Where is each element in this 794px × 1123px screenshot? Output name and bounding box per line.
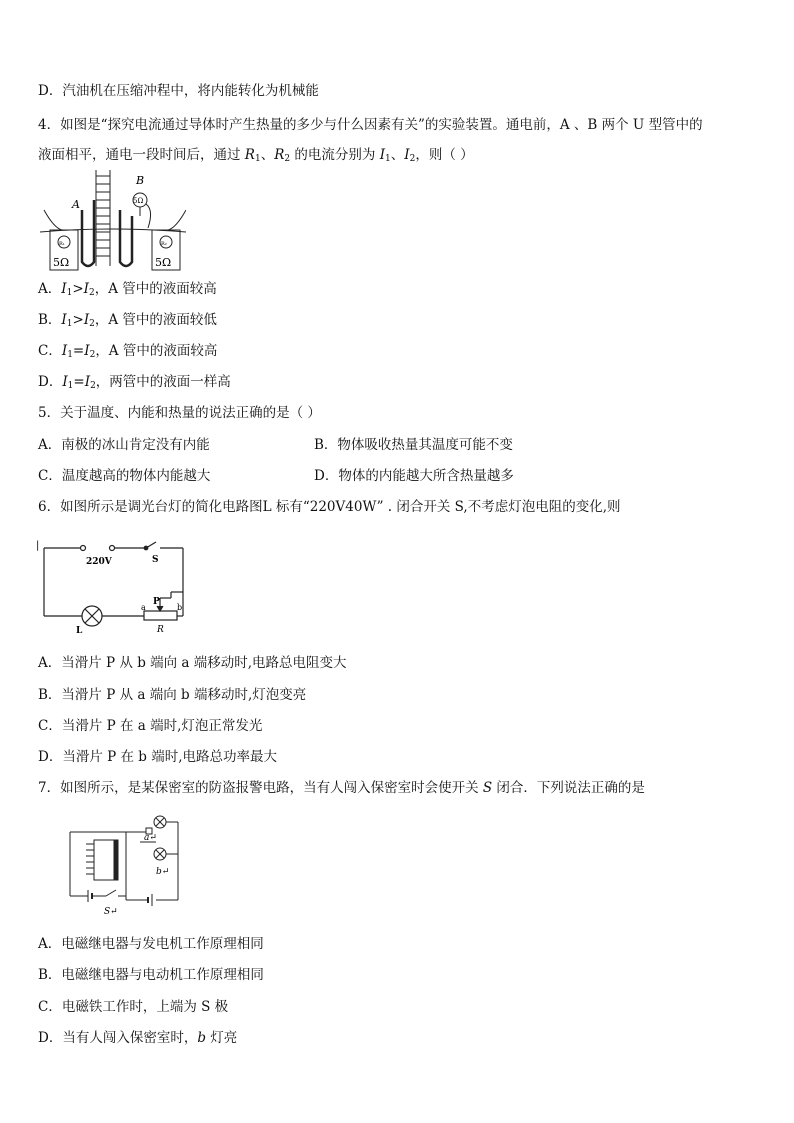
q4-option-prefix: B．: [38, 312, 62, 328]
q7-figure-relay-circuit: [66, 810, 186, 918]
q5-option-d: D．物体的内能越大所含热量越多: [314, 468, 514, 484]
q4-figure-apparatus: [36, 170, 186, 275]
q4-coil-label: 5Ω: [133, 197, 144, 205]
q4-stem-text-a: 液面相平，通电一段时间后，通过: [38, 147, 245, 163]
q4-sep2: 、: [390, 147, 405, 163]
q4-box-right-label: 5Ω: [155, 256, 172, 269]
q4-stem-line1: 4．如图是“探究电流通过导体时产生热量的多少与什么因素有关”的实验装置。通电前，A 、B 两个 U 型管中的: [38, 117, 703, 133]
q7-stem-text-a: 7．如图所示，是某保密室的防盗报警电路，当有人闯入保密室时会使开关: [38, 780, 483, 796]
q4-option-text: ，两管中的液面一样高: [95, 374, 231, 390]
q7-lamp-b-label: b↵: [156, 867, 170, 877]
q4-stem-text-b: 的电流分别为: [290, 147, 380, 163]
q4-r2: R: [274, 147, 285, 163]
q4-option-prefix: A．: [38, 281, 62, 297]
q6-rheostat-label: R: [157, 625, 164, 635]
q6-stem: 6．如图所示是调光台灯的简化电路图L 标有“220V40W” . 闭合开关 S,不考虑灯泡电阻的变化,则: [38, 499, 621, 515]
q4-option-text: ，A 管中的液面较低: [94, 312, 217, 328]
q4-i1: I: [379, 147, 386, 163]
q7-option-d-text-a: D．当有人闯入保密室时，: [38, 1030, 198, 1046]
q5-option-a: A．南极的冰山肯定没有内能: [38, 437, 210, 453]
q4-option-text: ，A 管中的液面较高: [95, 343, 218, 359]
q4-option-text: ，A 管中的液面较高: [94, 281, 217, 297]
q7-option-b: B．电磁继电器与电动机工作原理相同: [38, 967, 264, 983]
q4-option-b: [38, 311, 217, 333]
q4-label-a: A: [72, 198, 80, 211]
q4-r1-label: R₁: [59, 241, 65, 247]
q4-sep1: 、: [260, 147, 275, 163]
q4-option-a: [38, 280, 217, 302]
q4-stem-line2: [38, 146, 474, 168]
q7-option-a: A．电磁继电器与发电机工作原理相同: [38, 936, 264, 952]
q4-r1-sub: 1: [254, 154, 261, 164]
q5-stem: 5．关于温度、内能和热量的说法正确的是（ ）: [38, 405, 321, 421]
q4-option-i2-sub: 2: [88, 288, 95, 298]
q4-option-relation: =: [72, 343, 85, 359]
q6-option-b: B．当滑片 P 从 a 端向 b 端移动时,灯泡变亮: [38, 687, 307, 703]
q4-option-relation: =: [73, 374, 85, 390]
q4-i1-sub: 1: [385, 154, 391, 164]
q4-option-i2: I: [83, 281, 89, 297]
q3-option-d: D．汽油机在压缩冲程中，将内能转化为机械能: [38, 83, 319, 99]
q4-option-d: [38, 373, 231, 395]
q4-option-prefix: C．: [38, 343, 62, 359]
q6-end-a: a: [141, 603, 146, 612]
q6-switch-label: S: [152, 555, 159, 565]
q4-option-i2-sub: 2: [89, 319, 95, 329]
q4-option-i2: I: [84, 343, 90, 359]
q4-option-i1: I: [62, 374, 68, 390]
q4-option-c: [38, 342, 217, 364]
q7-option-d: [38, 1029, 237, 1047]
q6-end-b: b: [177, 603, 183, 612]
q6-corner-mark: |: [36, 540, 40, 551]
q4-option-i1-sub: 1: [67, 381, 74, 391]
q4-option-i2: I: [83, 312, 90, 328]
q4-option-i1-sub: 1: [66, 319, 73, 329]
q5-option-b: B．物体吸收热量其温度可能不变: [314, 437, 513, 453]
q4-i2-sub: 2: [409, 154, 416, 164]
q4-option-relation: >: [72, 281, 84, 297]
q4-option-i1-sub: 1: [66, 288, 73, 298]
q6-option-c: C．当滑片 P 在 a 端时,灯泡正常发光: [38, 718, 263, 734]
q7-lamp-a-label: a↵: [144, 833, 157, 843]
q6-option-d: D．当滑片 P 在 b 端时,电路总功率最大: [38, 749, 278, 765]
q7-option-d-lamp: b: [197, 1030, 206, 1046]
q6-option-a: A．当滑片 P 从 b 端向 a 端移动时,电路总电阻变大: [38, 655, 347, 671]
q5-option-c: C．温度越高的物体内能越大: [38, 468, 211, 484]
q6-lamp-label: L: [76, 626, 83, 636]
q4-stem-text-c: ，则（ ）: [415, 147, 474, 163]
q4-option-i2: I: [84, 374, 91, 390]
q4-option-i1: I: [61, 281, 67, 297]
q4-i2: I: [404, 147, 410, 163]
q4-r2-sub: 2: [284, 154, 291, 164]
q4-option-i2-sub: 2: [89, 350, 96, 360]
q4-label-b: B: [136, 174, 145, 187]
q4-option-i2-sub: 2: [90, 381, 96, 391]
q7-switch-label: S↵: [104, 907, 118, 917]
q6-slider-label: P: [153, 597, 160, 607]
q6-source-label: 220V: [86, 557, 112, 567]
q4-option-relation: >: [72, 312, 84, 328]
q6-figure-circuit: [36, 532, 201, 640]
q4-r1: R: [244, 147, 255, 163]
q7-option-d-text-b: 灯亮: [205, 1030, 238, 1046]
q7-stem: [38, 779, 645, 797]
q4-r2-label: R₂: [161, 241, 167, 247]
q4-option-i1: I: [61, 312, 67, 328]
q7-option-c: C．电磁铁工作时，上端为 S 极: [38, 999, 229, 1015]
q7-stem-switch: S: [482, 780, 493, 796]
q4-option-i1-sub: 1: [67, 350, 73, 360]
q4-box-left-label: 5Ω: [53, 256, 70, 269]
q4-option-prefix: D．: [38, 374, 63, 390]
q4-option-i1: I: [61, 343, 68, 359]
q7-stem-text-b: 闭合．下列说法正确的是: [492, 780, 645, 796]
